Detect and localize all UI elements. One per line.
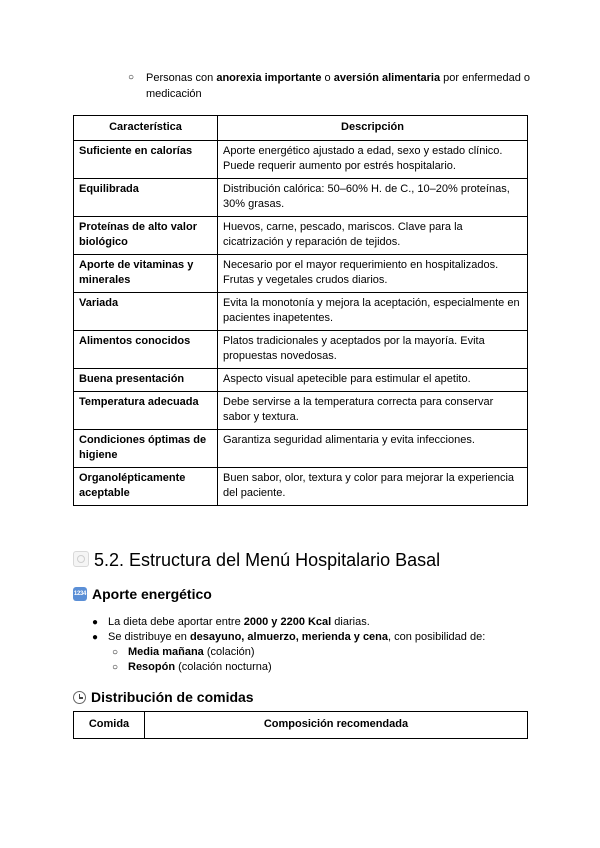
hollow-bullet-icon: ○: [112, 647, 119, 658]
description-cell: Buen sabor, olor, textura y color para mejorar la experiencia del paciente.: [218, 468, 528, 506]
feature-cell: Alimentos conocidos: [74, 331, 218, 369]
energy-title: Aporte energético: [92, 586, 212, 602]
header-description: Descripción: [218, 116, 528, 141]
feature-cell: Proteínas de alto valor biológico: [74, 217, 218, 255]
feature-cell: Aporte de vitaminas y minerales: [74, 255, 218, 293]
list-item: ● La dieta debe aportar entre 2000 y 2200 Kcal diarias.: [92, 616, 370, 628]
hollow-bullet-icon: ○: [112, 662, 119, 673]
description-cell: Garantiza seguridad alimentaria y evita infecciones.: [218, 430, 528, 468]
sub-list-item: ○ Resopón (colación nocturna): [112, 661, 272, 673]
description-cell: Necesario por el mayor requerimiento en hospitalizados. Frutas y vegetales crudos diarios.: [218, 255, 528, 293]
table-header-row: [74, 116, 528, 141]
table-row: [74, 217, 528, 255]
table-row: [74, 468, 528, 506]
header-composition: Composición recomendada: [145, 712, 528, 739]
plate-icon: [73, 551, 89, 567]
feature-cell: Equilibrada: [74, 179, 218, 217]
sub-list: [108, 645, 532, 675]
characteristics-table: [73, 115, 528, 506]
intro-text: Personas con anorexia importante o aversión alimentaria por enfermedad o medicación: [146, 72, 530, 100]
section-heading: [73, 549, 440, 571]
header-meal: Comida: [74, 712, 145, 739]
feature-cell: Buena presentación: [74, 369, 218, 392]
meals-table: [73, 711, 528, 739]
sub-list-item: ○ Media mañana (colación): [112, 646, 255, 658]
bullet-icon: ●: [92, 632, 99, 643]
meals-heading: [73, 688, 254, 706]
description-cell: Debe servirse a la temperatura correcta para conservar sabor y textura.: [218, 392, 528, 430]
numbers-icon: 1234: [73, 587, 87, 601]
description-cell: Evita la monotonía y mejora la aceptación, especialmente en pacientes inapetentes.: [218, 293, 528, 331]
feature-cell: Temperatura adecuada: [74, 392, 218, 430]
table-row: [74, 293, 528, 331]
description-cell: Huevos, carne, pescado, mariscos. Clave para la cicatrización y reparación de tejidos.: [218, 217, 528, 255]
table-row: [74, 331, 528, 369]
description-cell: Aspecto visual apetecible para estimular el apetito.: [218, 369, 528, 392]
meals-title: Distribución de comidas: [91, 689, 254, 705]
clock-icon: [73, 691, 86, 704]
energy-bullet-list: [92, 615, 532, 675]
feature-cell: Suficiente en calorías: [74, 141, 218, 179]
description-cell: Aporte energético ajustado a edad, sexo y estado clínico. Puede requerir aumento por estrés hospitalario.: [218, 141, 528, 179]
table-row: [74, 392, 528, 430]
table-header-row: [74, 712, 528, 739]
header-characteristic: Característica: [74, 116, 218, 141]
description-cell: Distribución calórica: 50–60% H. de C., 10–20% proteínas, 30% grasas.: [218, 179, 528, 217]
bullet-icon: ●: [92, 617, 99, 628]
feature-cell: Variada: [74, 293, 218, 331]
feature-cell: Organolépticamente aceptable: [74, 468, 218, 506]
table-row: [74, 369, 528, 392]
energy-heading: [73, 585, 212, 603]
feature-cell: Condiciones óptimas de higiene: [74, 430, 218, 468]
hollow-bullet-icon: ○: [128, 72, 135, 83]
table-row: [74, 255, 528, 293]
list-item: ● Se distribuye en desayuno, almuerzo, merienda y cena, con posibilidad de: ○ Media mañana (colación) ○ Resopón (colación nocturna): [92, 630, 532, 675]
description-cell: Platos tradicionales y aceptados por la mayoría. Evita propuestas novedosas.: [218, 331, 528, 369]
table-row: [74, 141, 528, 179]
table-row: [74, 430, 528, 468]
table-row: [74, 179, 528, 217]
section-title: 5.2. Estructura del Menú Hospitalario Basal: [94, 550, 441, 570]
